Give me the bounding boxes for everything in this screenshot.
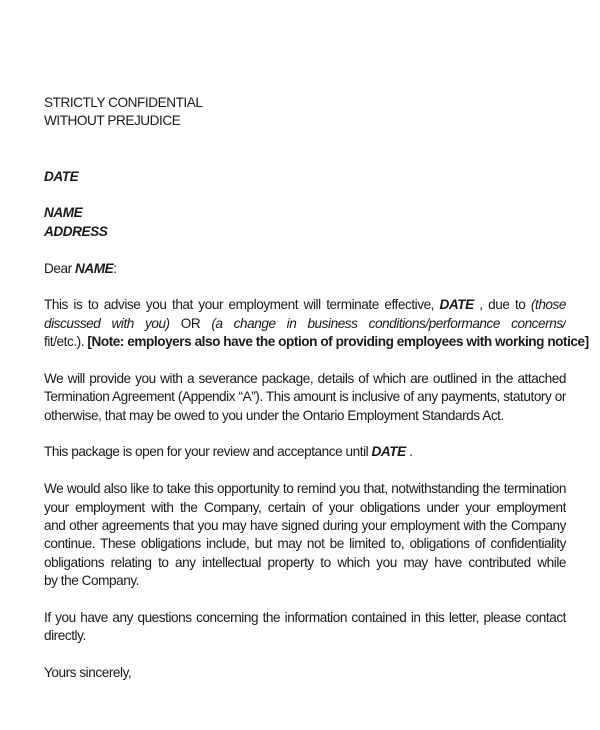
text-segment: Ontario Employment Standards Act [302,407,501,423]
text-segment: your employment with the Company, certain of your obligations under your employment [44,499,566,515]
text-segment: discussed with you) [44,315,181,331]
text-segment: fit/etc.) [44,334,81,350]
text-segment: DATE [439,297,474,313]
paragraph-line [44,554,566,572]
salutation-name: NAME [75,260,114,276]
text-segment: OR [180,315,212,331]
confidential-heading: STRICTLY CONFIDENTIAL [44,95,203,110]
body-paragraph [44,443,566,461]
paragraph-line [44,572,566,590]
paragraph-line [44,370,566,388]
text-segment: . [405,444,413,460]
body-paragraph [44,609,566,646]
date-placeholder: DATE [44,168,79,184]
paragraph-line [44,517,566,535]
paragraph-line [44,535,566,553]
text-segment: . [80,334,88,350]
text-segment: [Note: employers also have the option of providing employees with working notice] [87,334,589,350]
text-segment: by the Company. [44,573,140,589]
text-segment: This is to advise you that your employment will terminate effective, [44,297,440,313]
letter-body [44,296,589,664]
without-prejudice-heading: WITHOUT PREJUDICE [44,113,181,129]
paragraph-line [44,499,566,517]
text-segment: DATE [371,444,406,460]
salutation-suffix: : [113,260,117,276]
recipient-address: ADDRESS [44,223,108,239]
salutation [44,260,566,278]
text-segment: directly. [44,628,86,644]
text-segment: Termination Agreement (Appendix “A”). This amount is inclusive of any payments, statutory or [44,389,566,405]
text-segment: and other agreements that you may have signed during your employment with the Company [44,517,566,533]
text-segment: (those [530,297,566,313]
body-paragraph [44,480,566,590]
paragraph-line [44,315,566,333]
paragraph-line [44,480,566,498]
paragraph-line [44,388,566,406]
paragraph-line [44,296,566,314]
text-segment: (a change in business conditions/performance concerns/ [211,315,566,331]
text-segment: otherwise, that may be owed to you under the [44,407,303,423]
text-segment: continue. These obligations include, but may not be limited to, obligations of confidentiality [44,536,566,552]
recipient-name: NAME [44,205,83,221]
paragraph-line [44,443,566,461]
text-segment: We would also like to take this opportunity to remind you that, notwithstanding the termination [44,481,566,497]
text-segment: . [500,407,504,423]
paragraph-line [44,407,566,425]
paragraph-line [44,609,566,627]
body-paragraph [44,370,566,425]
paragraph-line [44,627,566,645]
body-paragraph [44,296,589,351]
text-segment: obligations relating to any intellectual property to which you may have contributed while [44,554,566,570]
salutation-prefix: Dear [44,260,75,276]
closing: Yours sincerely, [44,665,132,681]
text-segment: We will provide you with a severance package, details of which are outlined in the attached [44,370,566,386]
paragraph-line [44,333,589,351]
text-segment: This package is open for your review and acceptance until [44,444,372,460]
text-segment: , due to [473,297,531,313]
text-segment: If you have any questions concerning the information contained in this letter, please contact [44,609,566,625]
letter-document [44,94,589,683]
